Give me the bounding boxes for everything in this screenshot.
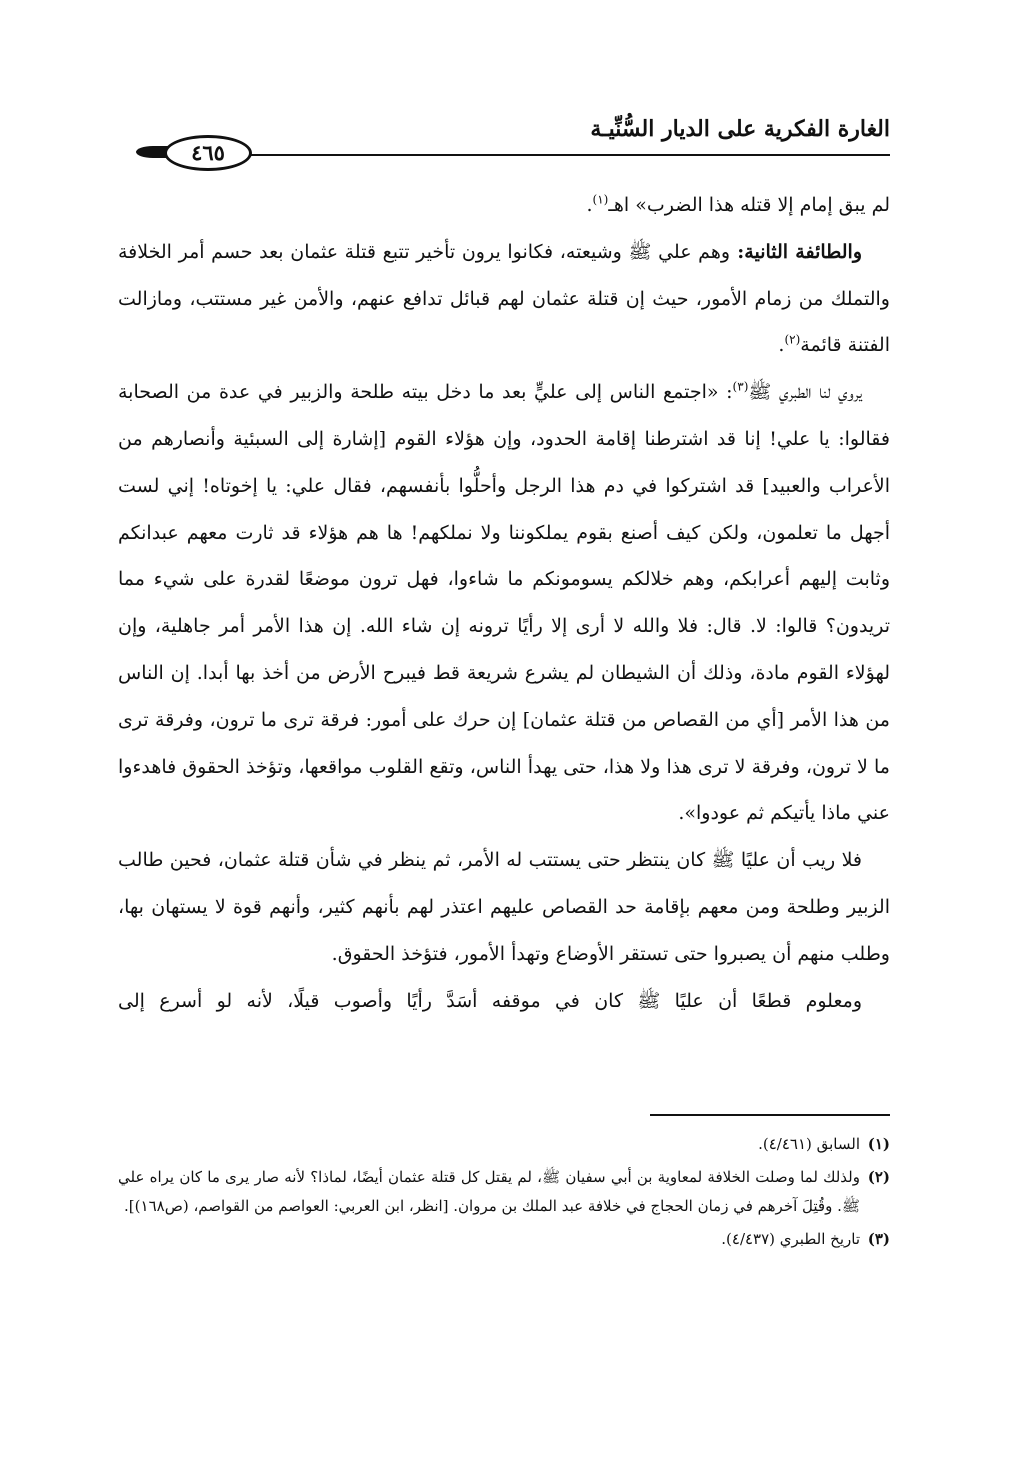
footnotes — [118, 1130, 890, 1258]
footnote-ref-3: (٣) — [732, 379, 749, 394]
footnote-ref-1: (١) — [592, 192, 609, 207]
footnote-number: (١) — [867, 1135, 890, 1153]
paragraph-5: ومعلوم قطعًا أن عليًا ﷺ كان في موقفه أسَدَّ رأيًا وأصوب قيلًا، لأنه لو أسرع إلى — [118, 989, 862, 1012]
paragraph-3: يروي لنا الطبري ﷺ$^{(٣)}$: «اجتمع الناس إلى عليٍّ بعد ما دخل بيته طلحة والزبير في عدة من الصحابة فقالوا: يا علي! إنا قد اشترطنا إقامة الحدود، وإن هؤلاء القوم [إشارة إلى السبئية وأنصارهم من الأعراب والعبيد] قد اشتركوا في دم هذا الرجل وأحلُّوا بأنفسهم، فقال علي: يا إخوتاه! إني لست أجهل ما تعلمون، ولكن كيف أصنع بقوم يملكوننا ولا نملكهم! ها هم هؤلاء قد ثارت معهم عبدانكم وثابت إليهم أعرابكم، وهم خلالكم يسومونكم ما شاءوا، فهل ترون موضعًا لقدرة على شيء مما تريدون؟ قالوا: لا. قال: فلا والله لا أرى إلا رأيًا ترونه إن شاء الله. إن هذا الأمر أمر جاهلية، وإن لهؤلاء القوم مادة، وذلك أن الشيطان لم يشرع شريعة قط فيبرح الأرض من أخذ بها أبدا. إن الناس من هذا الأمر [أي من القصاص من قتلة عثمان] إن حرك على أمور: فرقة ترى ما ترون، وفرقة ترى ما لا ترون، وفرقة لا ترى هذا ولا هذا، حتى يهدأ الناس، وتقع القلوب مواقعها، وتؤخذ الحقوق فاهدءوا عني ماذا يأتيكم ثم عودوا». — [118, 379, 890, 825]
footnote-1 — [118, 1130, 890, 1159]
running-title: الغارة الفكرية على الديار السُّنِّيـة — [590, 116, 890, 142]
footnote-number: (٢) — [867, 1168, 890, 1186]
paragraph-4: فلا ريب أن عليًا ﷺ كان ينتظر حتى يستتب له الأمر، ثم ينظر في شأن قتلة عثمان، فحين طالب الزبير وطلحة ومن معهم بإقامة حد القصاص عليهم اعتذر لهم بأنهم كثير، وأنهم قوة لا يستهان بها، وطلب منهم أن يصبروا حتى تستقر الأوضاع وتهدأ الأمور، فتؤخذ الحقوق. — [118, 849, 890, 965]
header-rule — [250, 154, 890, 156]
page-header — [118, 112, 890, 172]
footnote-ref-2: (٢) — [784, 333, 801, 348]
footnote-separator — [650, 1114, 890, 1116]
footnote-number: (٣) — [867, 1230, 890, 1248]
paragraph-2: والطائفة الثانية: وهم علي ﷺ وشيعته، فكانوا يرون تأخير تتبع قتلة عثمان بعد حسم أمر الخلافة والتملك من زمام الأمور، حيث إن قتلة عثمان لهم قبائل تدافع عنهم، والأمن غير مستتب، ومازالت الفتنة قائمة$^{(٢)}$. — [118, 240, 890, 357]
paragraph-1: لم يبق إمام إلا قتله هذا الضرب» اهـ$^{(١)}$. — [586, 192, 890, 216]
footnote-text: ولذلك لما وصلت الخلافة لمعاوية بن أبي سفيان ﷺ، لم يقتل كل قتلة عثمان أيضًا، لماذا؟ لأنه صار يرى ما كان يراه علي ﷺ. وقُتِلَ آخرهم في زمان الحجاج في خلافة عبد الملك بن مروان. [انظر، ابن العربي: العواصم من القواصم، (ص١٦٨)]. — [118, 1168, 860, 1215]
main-text — [118, 182, 890, 1024]
footnote-3 — [118, 1225, 890, 1254]
footnote-text: تاريخ الطبري (٤/٤٣٧). — [721, 1230, 860, 1248]
footnote-text: السابق (٤/٤٦١). — [758, 1135, 860, 1153]
page-number: ٤٦٥ — [164, 135, 252, 171]
paragraph-lead: والطائفة الثانية: — [730, 240, 862, 263]
footnote-2 — [118, 1163, 890, 1221]
